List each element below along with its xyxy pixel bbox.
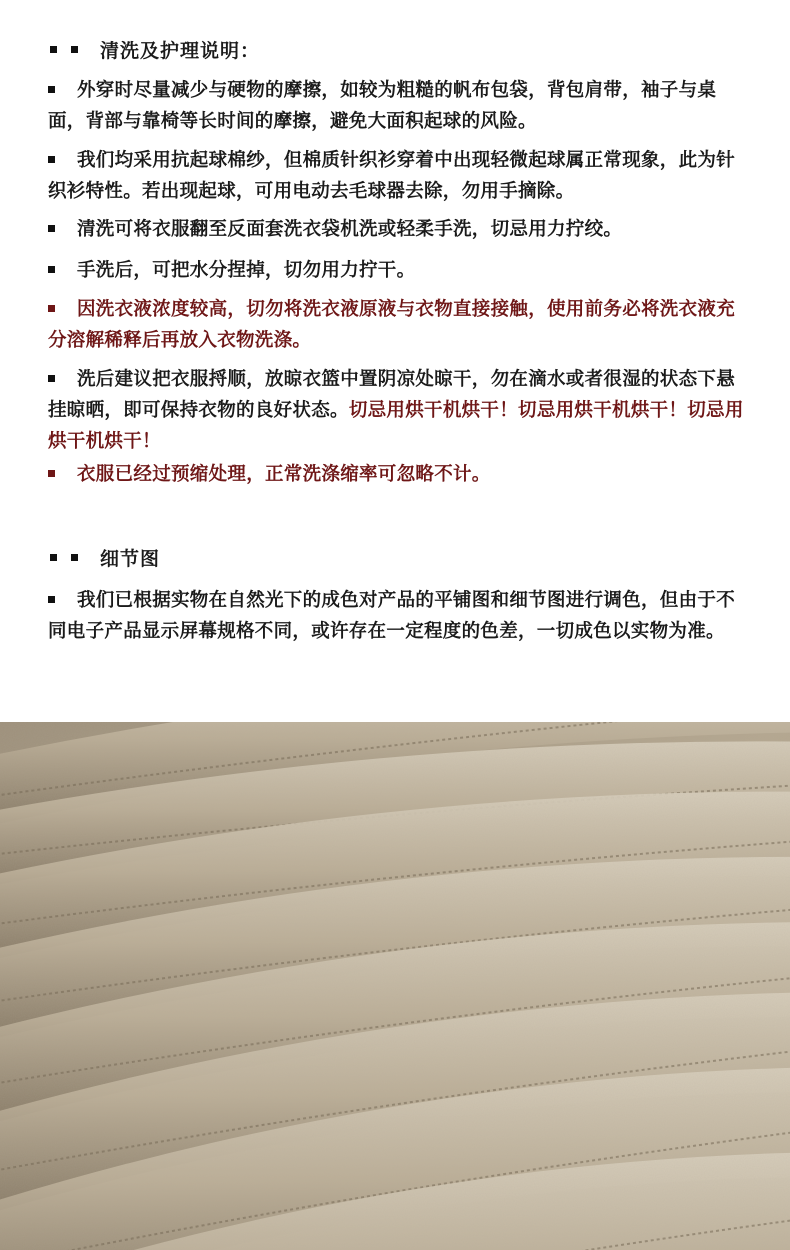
care-item-6 <box>48 364 748 457</box>
care-item-4 <box>48 255 748 286</box>
care-item-text: 洗后建议把衣服捋顺，放晾衣篮中置阴凉处晾干，勿在滴水或者很湿的状态下悬挂晾晒，即可保持衣物的良好状态。 <box>48 369 736 421</box>
care-item-text: 我们均采用抗起球棉纱，但棉质针织衫穿着中出现轻微起球属正常现象，此为针织衫特性。若出现起球，可用电动去毛球器去除，勿用手摘除。 <box>48 150 736 202</box>
care-item-text: 外穿时尽量减少与硬物的摩擦，如较为粗糙的帆布包袋，背包肩带，袖子与桌面，背部与靠椅等长时间的摩擦，避免大面积起球的风险。 <box>48 80 717 132</box>
detail-item-text: 我们已根据实物在自然光下的成色对产品的平铺图和细节图进行调色，但由于不同电子产品显示屏幕规格不同，或许存在一定程度的色差，一切成色以实物为准。 <box>48 590 736 642</box>
square-bullet-icon <box>48 596 55 603</box>
care-item-5-highlight <box>48 294 748 356</box>
care-heading-text: 清洗及护理说明： <box>100 39 261 62</box>
fabric-photo-image <box>0 722 790 1250</box>
fabric-detail-photo <box>0 722 790 1250</box>
care-item-7-highlight <box>48 459 748 490</box>
dryer-warning-text: 切忌用烘干机烘干！切忌用烘干机烘干！切忌用烘干机烘干！ <box>48 400 744 452</box>
square-bullet-icon <box>48 305 55 312</box>
double-square-bullet-icon <box>50 46 78 53</box>
care-item-text: 清洗可将衣服翻至反面套洗衣袋机洗或轻柔手洗，切忌用力拧绞。 <box>77 219 623 240</box>
detail-heading-text: 细节图 <box>100 547 161 570</box>
square-bullet-icon <box>48 266 55 273</box>
care-item-1 <box>48 75 748 137</box>
square-bullet-icon <box>48 470 55 477</box>
detail-item-1 <box>48 585 748 647</box>
care-heading <box>50 34 260 64</box>
care-item-text: 衣服已经过预缩处理，正常洗涤缩率可忽略不计。 <box>77 464 491 485</box>
double-square-bullet-icon <box>50 554 78 561</box>
detail-heading <box>50 542 160 572</box>
square-bullet-icon <box>48 225 55 232</box>
care-item-2 <box>48 145 748 207</box>
care-item-3 <box>48 214 748 245</box>
square-bullet-icon <box>48 156 55 163</box>
square-bullet-icon <box>48 86 55 93</box>
square-bullet-icon <box>48 375 55 382</box>
care-item-text: 手洗后，可把水分捏掉，切勿用力拧干。 <box>77 260 416 281</box>
care-item-text: 因洗衣液浓度较高，切勿将洗衣液原液与衣物直接接触，使用前务必将洗衣液充分溶解稀释后再放入衣物洗涤。 <box>48 299 736 351</box>
